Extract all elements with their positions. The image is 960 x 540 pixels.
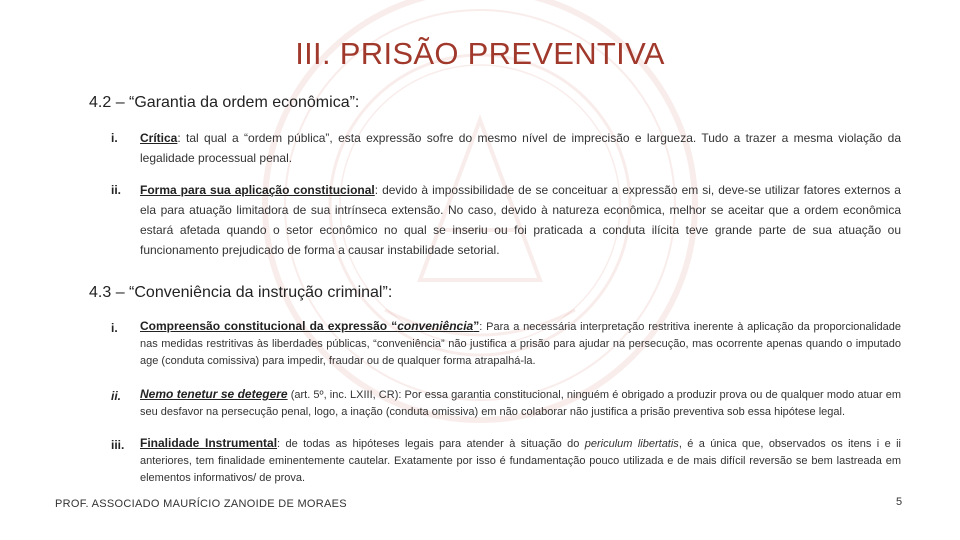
item-number: ii.: [111, 389, 122, 403]
item-text: [140, 435, 901, 487]
item-body: : devido à impossibilidade de se conceituar a expressão em si, deve-se utilizar fatores externos a ela para atuação limitadora de sua intrínseca extensão. No caso, devido à natureza econômica, melhor se aceitar que a ordem econômica estará afetada quando o setor econômico no qual se inseriu ou foi praticada a conduta ilícita teve grande parte de sua atuação ou funcionamento prejudicado de forma a causar instabilidade setorial.: [140, 183, 901, 257]
item-body-b: , é a única que, observados os itens i e ii anteriores, tem finalidade eminentemente cautelar. Exatamente por isso é fundamentação pouco utilizada e de mais difícil reversão se bem lastreada em elementos informativos/ de prova.: [140, 438, 901, 484]
footer-author: PROF. ASSOCIADO MAURÍCIO ZANOIDE DE MORAES: [55, 498, 347, 510]
item-term-italic: conveniência: [397, 319, 474, 333]
item-term-end: ”: [473, 319, 480, 333]
item-body-italic: periculum libertatis: [584, 438, 679, 450]
item-text: [140, 128, 901, 168]
item-body-a: : de todas as hipóteses legais para atender à situação do: [277, 438, 585, 450]
section-heading-4-3: 4.3 – “Conveniência da instrução criminal”:: [89, 284, 393, 301]
item-number: iii.: [111, 438, 125, 452]
slide-title: III. PRISÃO PREVENTIVA: [295, 36, 665, 71]
item-body: (art. 5º, inc. LXIII, CR): Por essa garantia constitucional, ninguém é obrigado a produzir prova ou de qualquer modo atuar em seu desfavor na persecução penal, logo, a inação (conduta omissiva) em não colaborar não justifica a prisão preventiva sob essa hipótese legal.: [140, 389, 901, 418]
item-number: i.: [111, 321, 118, 335]
item-body: : tal qual a “ordem pública”, esta expressão sofre do mesmo nível de imprecisão e largueza. Tudo a trazer a mesma violação da legalidade processual penal.: [140, 131, 901, 165]
item-text: [140, 386, 901, 421]
item-number: i.: [111, 131, 118, 145]
item-text: [140, 180, 901, 260]
item-term: Forma para sua aplicação constitucional: [140, 183, 375, 197]
item-term: Nemo tenetur se detegere: [140, 387, 288, 401]
item-term-text: Compreensão constitucional da expressão “: [140, 319, 398, 333]
item-number: ii.: [111, 183, 122, 197]
item-text: [140, 318, 901, 370]
item-term: [140, 319, 479, 333]
item-term: Finalidade Instrumental: [140, 436, 278, 450]
section-heading-4-2: 4.2 – “Garantia da ordem econômica”:: [89, 94, 360, 111]
page-number: 5: [896, 496, 903, 508]
item-body: : Para a necessária interpretação restritiva inerente à aplicação da proporcionalidade nas medidas restritivas às liberdades públicas, “conveniência” não justifica a prisão para ajudar na persecução, mas ocorrente apenas quando o imputado age (conduta comissiva) para impedir, fraudar ou de qualquer forma atrapalhá-la.: [140, 321, 902, 367]
item-term: Crítica: [140, 131, 178, 145]
